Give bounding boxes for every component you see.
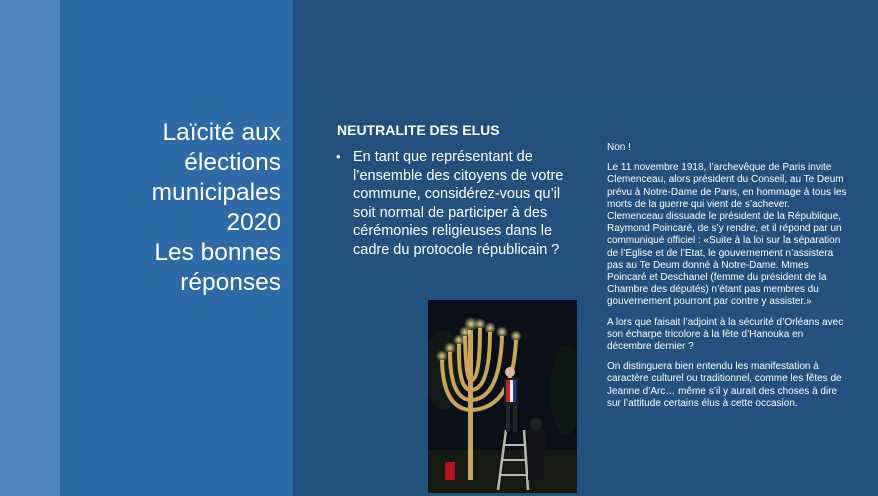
menorah-ceremony-illustration — [428, 300, 577, 493]
answer-text — [607, 142, 847, 418]
answer-paragraph: On distinguera bien entendu les manifestation à caractère culturel ou traditionnel, comme les fêtes de Jeanne d’Arc… même s’il y aurait des choses à dire sur l’attitude certains élus à cette occasion. — [607, 361, 842, 409]
title-line: Les bonnes — [154, 239, 281, 266]
title-line: réponses — [180, 269, 281, 296]
title-line: municipales — [151, 179, 281, 206]
bullet-text: En tant que représentant de l’ensemble des citoyens de votre commune, considérez-vous qu’il soit normal de participer à des cérémonies religieuses dans le cadre du protocole républicain ? — [353, 149, 564, 258]
answer-paragraph: Le 11 novembre 1918, l’archevêque de Paris invite Clemenceau, alors président du Conseil, au Te Deum prévu à Notre-Dame de Paris, en hommage à tous les morts de la guerre qui vient de s’achever. Clemenceau dissuade le président de la République, Raymond Poincaré, de s’y rendre, et il répond par un communiqué officiel : «Suite à la loi sur la séparation de l’Eglise et de l’Etat, le gouvernement n’assistera pas au Te Deum donné à Notre-Dame. Mmes Poincaré et Deschanel (femme du président de la Chambre des députés) n’étant pas membres du gouvernement pourront par contre y assister.» — [607, 162, 847, 308]
bullet-icon: • — [336, 149, 341, 164]
hanukkah-photo — [428, 300, 577, 493]
decorative-stripe — [0, 0, 60, 496]
title-line: 2020 — [226, 209, 281, 236]
answer-short: Non ! — [607, 142, 631, 153]
title-line: élections — [184, 149, 281, 176]
title-line: Laïcité aux — [162, 119, 281, 146]
title-panel — [60, 0, 293, 496]
slide-title — [71, 118, 281, 298]
answer-paragraph: A lors que faisait l’adjoint à la sécurité d’Orléans avec son écharpe tricolore à la fête d’Hanouka en décembre dernier ? — [607, 316, 844, 353]
bullet-item — [336, 148, 568, 259]
section-heading: NEUTRALITE DES ELUS — [337, 122, 500, 138]
